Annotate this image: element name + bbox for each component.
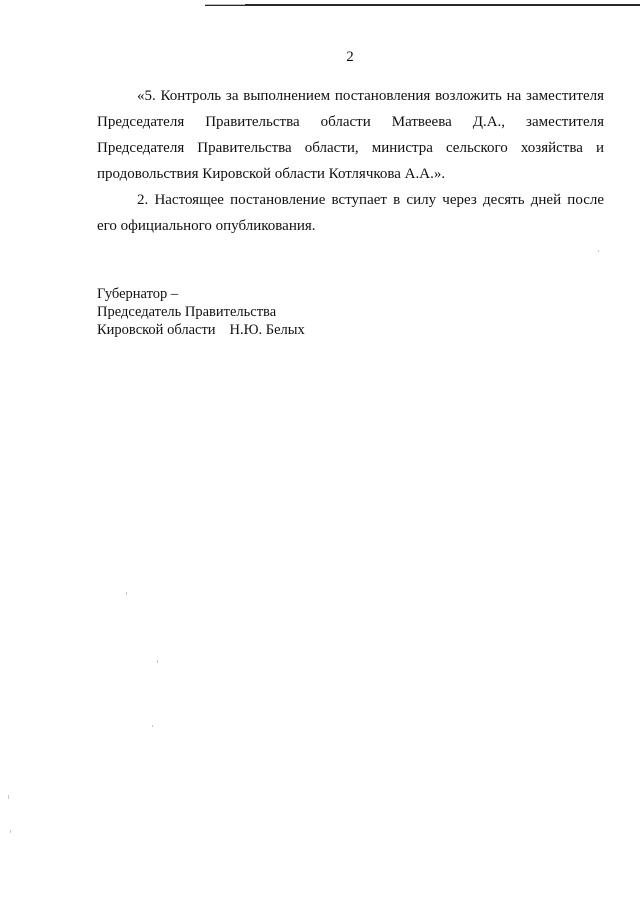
signature-title-governor: Губернатор – — [97, 286, 179, 302]
scan-speck — [157, 660, 158, 663]
document-body — [97, 83, 604, 239]
scan-speck — [598, 250, 599, 252]
scan-speck — [8, 795, 9, 799]
scan-edge-line — [205, 4, 640, 6]
signature-region-line — [97, 321, 305, 339]
scan-speck — [126, 592, 127, 595]
signature-region: Кировской области — [97, 322, 216, 338]
signatory-name: Н.Ю. Белых — [229, 322, 305, 338]
paragraph-effective-date: 2. Настоящее постановление вступает в силу через десять дней после его официального опубликования. — [97, 192, 604, 234]
paragraph-control-clause: «5. Контроль за выполнением постановления возложить на заместителя Председателя Правительства области Матвеева Д.А., заместителя Председателя Правительства области, министра сельского хозяйства и продовольствия Кировской области Котлячкова А.А.». — [97, 88, 604, 182]
scan-speck — [10, 830, 11, 833]
signature-title-chairman: Председатель Правительства — [97, 304, 277, 320]
page-number: 2 — [346, 49, 354, 65]
scan-speck — [152, 725, 153, 727]
signature-block — [97, 285, 305, 339]
